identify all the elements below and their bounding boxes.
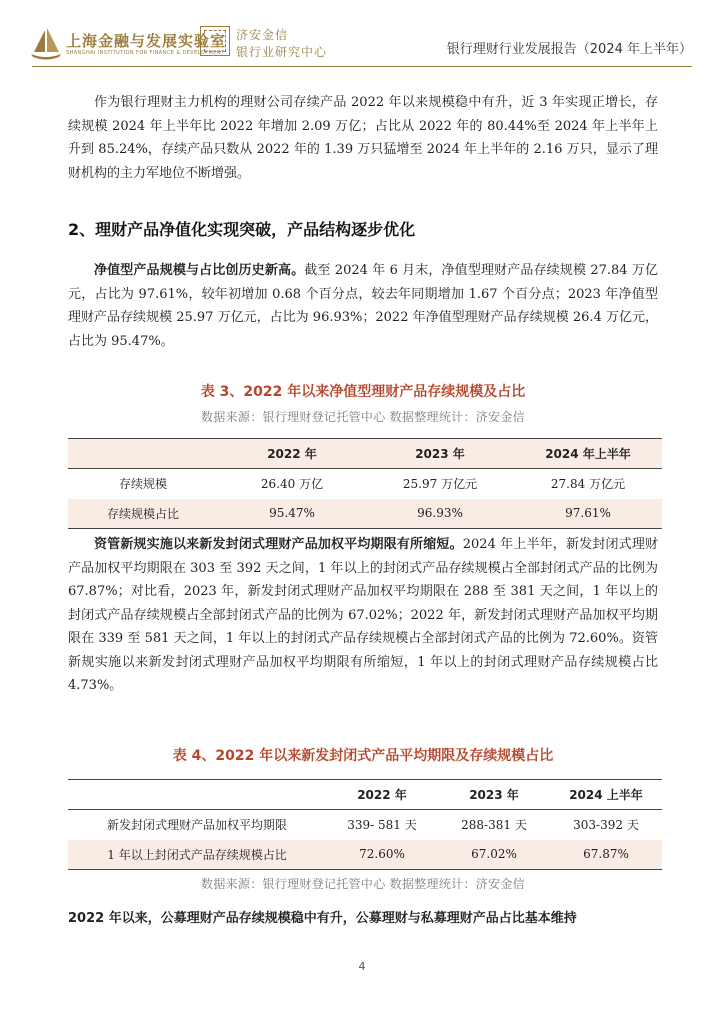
logo-institute-name: 上海金融与发展实验室: [66, 32, 227, 50]
table-header-cell: 2023 年: [469, 788, 519, 802]
table3-net-value: [68, 438, 662, 529]
table-cell: 67.02%: [471, 847, 517, 862]
paragraph-net-value: [68, 259, 658, 353]
table-header-cell: [68, 439, 218, 469]
table-cell: 303-392 天: [573, 818, 639, 833]
table-header-cell: 2022 年: [267, 447, 317, 461]
table-cell: 288-381 天: [461, 818, 527, 833]
paragraph-wealth-companies: 作为银行理财主力机构的理财公司存续产品 2022 年以来规模稳中有升，近 3 年实现正增长，存续规模 2024 年上半年比 2022 年增加 2.09 万亿；占比从 2022 年的 80.44%至 2024 年上半年上升到 85.24%，存续产品只数从 2022 年的 1.39 万只猛增至 2024 年上半年的 2.16 万只，显示了理财机构的主力军地位不断增强。: [68, 95, 658, 181]
table-cell: 26.40 万亿: [260, 477, 324, 492]
table-header-row: [68, 780, 662, 810]
table-row: [68, 840, 662, 870]
table-cell: 97.61%: [565, 506, 611, 521]
row-label: 1 年以上封闭式产品存续规模占比: [107, 847, 287, 862]
paragraph-public-private: 2022 年以来，公募理财产品存续规模稳中有升，公募理财与私募理财产品占比基本维持: [68, 911, 577, 926]
row-label: 存续规模: [118, 477, 167, 492]
table-row: [68, 810, 662, 840]
table-header-cell: 2022 年: [357, 788, 407, 802]
paragraph-body: 2024 年上半年，新发封闭式理财产品加权平均期限在 303 至 392 天之间，1 年以上的封闭式产品存续规模占全部封闭式产品的比例为 67.87%；对比看，2023 年，新发封闭式理财产品加权平均期限在 288 至 381 天之间，1 年以上的封闭式产品存续规模占全部封闭式产品的比例为 67.02%；2022 年，新发封闭式理财产品加权平均期限在 339 至 581 天之间，1 年以上的封闭式产品存续规模占全部封闭式产品的比例为 72.60%。资管新规实施以来新发封闭式理财产品加权平均期限有所缩短，1 年以上的封闭式理财产品存续规模占比 4.73%。: [68, 537, 658, 693]
table-row: [68, 469, 662, 499]
table3-source: 数据来源：银行理财登记托管中心 数据整理统计：济安金信: [201, 410, 525, 424]
table4-title: 表 4、2022 年以来新发封闭式产品平均期限及存续规模占比: [172, 748, 554, 764]
table-cell: 339- 581 天: [347, 818, 417, 833]
row-label: 新发封闭式理财产品加权平均期限: [106, 818, 287, 833]
page-number: 4: [358, 960, 366, 973]
paragraph-closed-end: [68, 533, 658, 698]
table-cell: 67.87%: [583, 847, 629, 862]
table-header-row: [68, 439, 662, 469]
section-heading-net-value: 2、理财产品净值化实现突破，产品结构逐步优化: [68, 220, 416, 239]
table-row: [68, 499, 662, 529]
table-cell: 72.60%: [359, 847, 405, 862]
table-cell: 95.47%: [269, 506, 315, 521]
table-cell: 96.93%: [417, 506, 463, 521]
table-header-cell: [68, 780, 326, 810]
logo-jian-name: 济安金信: [236, 28, 289, 42]
table3-title: 表 3、2022 年以来净值型理财产品存续规模及占比: [200, 384, 526, 400]
table4-source: 数据来源：银行理财登记托管中心 数据整理统计：济安金信: [201, 877, 525, 891]
page-header: [0, 0, 724, 78]
table-header-cell: 2024 年上半年: [545, 447, 631, 461]
paragraph-body: 截至 2024 年 6 月末，净值型理财产品存续规模 27.84 万亿元，占比为 97.61%，较年初增加 0.68 个百分点，较去年同期增加 1.67 个百分点；2023 年净值型理财产品存续规模 25.97 万亿元，占比为 96.93%；2022 年净值型理财产品存续规模 26.4 万亿元，占比为 95.47%。: [68, 263, 658, 349]
paragraph-lead: 净值型产品规模与占比创历史新高。: [94, 263, 305, 278]
logo-jian-subtitle: 银行业研究中心: [236, 45, 328, 59]
sailboat-logo-icon: [28, 26, 64, 62]
table4-closed-end: [68, 779, 662, 870]
report-title: 银行理财行业发展报告（2024 年上半年）: [446, 42, 692, 57]
header-divider: [32, 66, 692, 67]
table-header-cell: 2024 上半年: [569, 788, 643, 802]
table-cell: 25.97 万亿元: [402, 477, 478, 492]
paragraph-lead: 资管新规实施以来新发封闭式理财产品加权平均期限有所缩短。: [94, 537, 463, 552]
table-cell: 27.84 万亿元: [550, 477, 626, 492]
logo-institute-english: SHANGHAI INSTITUTION FOR FINANCE & DEVELOPMENT: [66, 50, 225, 56]
seal-logo-icon: [200, 26, 230, 56]
row-label: 存续规模占比: [106, 506, 179, 521]
table-header-cell: 2023 年: [415, 447, 465, 461]
